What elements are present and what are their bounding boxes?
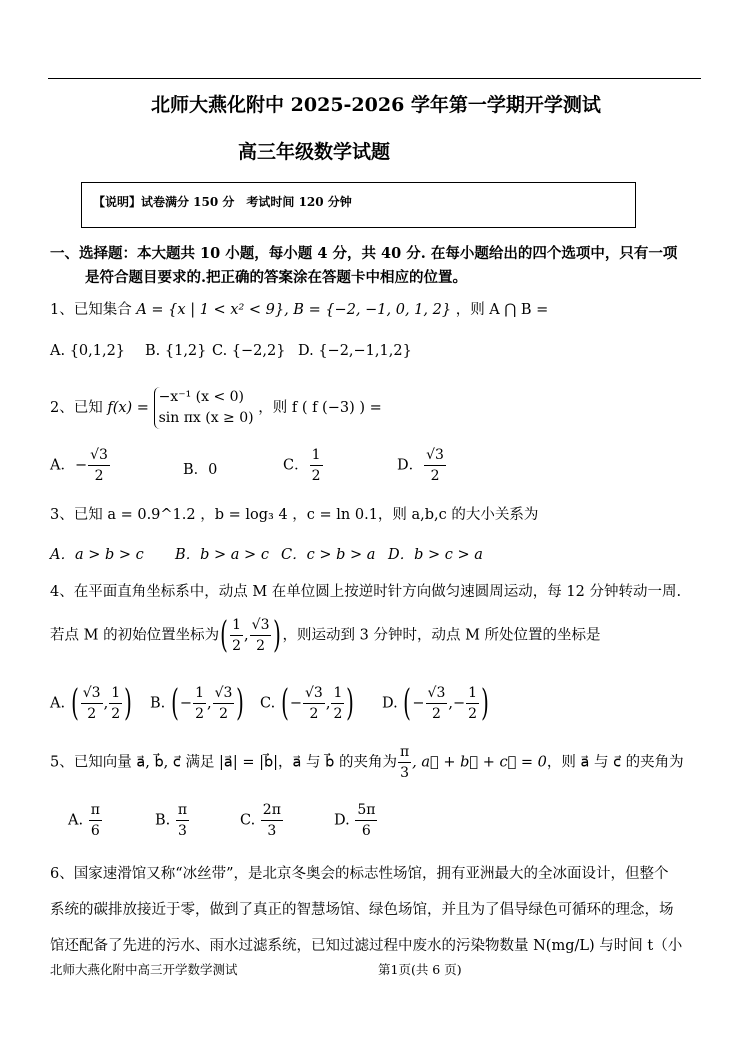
question-6-line2: 系统的碳排放接近于零，做到了真正的智慧场馆、绿色场馆，并且为了倡导绿色可循环的理念，场 [50,902,674,918]
q4-a-x-num: √3 [81,683,103,704]
q4-option-c-label: C. [260,695,276,712]
q2-suffix: ，则 f ( f (−3) ) = [258,400,382,416]
q4-d-y-num: 1 [466,683,479,704]
q4-b-close: ) [236,682,245,724]
q4-a-x [81,683,103,724]
q4-d-y-den: 2 [468,706,478,722]
q4-d-x-sign: − [412,695,425,712]
q4-option-b: B. (− $\frac{1}{2}$ , $\frac{√3}{2}$ ) [150,682,245,724]
q4-init-x-num: 1 [230,615,243,636]
q5-angle-num: π [398,742,411,763]
question-2-stem [50,387,382,429]
q5-option-c [240,800,284,841]
q1-option-d: D. {−2,−1,1,2} [298,343,412,359]
q2-option-a-fraction [88,445,110,486]
instruction-note: 【说明】试卷满分 150 分 考试时间 120 分钟 [93,195,352,209]
q5-option-d-label: D. [334,812,350,829]
q2-option-c-fraction [310,445,323,486]
q2-option-d-fraction [424,445,446,486]
q5-c-num: 2π [261,800,283,821]
q1-option-b: B. {1,2} [145,343,207,359]
q4-option-d: D. (− $\frac{√3}{2}$ ,− $\frac{1}{2}$ ) [382,682,489,724]
q5-mid: , a⃗ + b⃗ + c⃗ = 0 [412,754,547,771]
q5-prefix: 5、已知向量 a⃗, b⃗, c⃗ 满足 |a⃗| = |b⃗|，a⃗ 与 b⃗ 的夹角为 [50,754,397,771]
q2-option-a-numerator: √3 [88,445,110,466]
q5-a-den: 6 [90,823,100,839]
q4-init-x [230,615,243,656]
exam-subtitle: 高三年级数学试题 [238,141,391,163]
q4-b-open: ( [171,682,179,724]
q3-option-d: D．b > c > a [388,547,483,563]
q4-c-x-num: √3 [303,683,325,704]
q4-d-y-sign: − [452,695,466,712]
q4-c-y-den: 2 [333,706,343,722]
q4-c-x [303,683,325,724]
q1-suffix: ，则 A ⋂ B = [455,302,549,318]
q5-option-a-label: A. [68,812,84,829]
q2-option-a [50,445,111,486]
q4-a-open: ( [70,682,79,724]
q4-c-y-num: 1 [331,683,344,704]
q5-suffix: ，则 a⃗ 与 c⃗ 的夹角为 [546,754,684,771]
q4-open-paren: ( [220,614,228,656]
q4-a-y-den: 2 [111,706,121,722]
q4-c-y [331,683,344,724]
question-3-stem: 3、已知 a = 0.9^1.2 ，b = log₃ 4 ，c = ln 0.1，则 a,b,c 的大小关系为 [50,507,539,523]
q5-option-b-label: B. [155,812,171,829]
q3-option-a: A．a > b > c [50,547,144,563]
q2-option-c-numerator: 1 [310,445,323,466]
q1-option-c: C. {−2,2} [212,343,286,359]
q4-option-c: C. (− $\frac{√3}{2}$ , $\frac{1}{2}$ ) [260,682,355,724]
q2-option-a-label: A．− [50,457,88,474]
footer-school: 北师大燕化附中高三开学数学测试 [50,962,238,977]
q4-c-x-den: 2 [309,706,319,722]
q4-a-x-den: 2 [87,706,97,722]
q4-d-x-den: 2 [431,706,441,722]
q1-prefix: 1、已知集合 [50,302,132,318]
q4-c-open: ( [280,682,289,724]
header-rule [48,78,701,79]
q4-init-x-den: 2 [232,638,242,654]
q4-init-y [250,615,272,656]
q5-a-num: π [89,800,102,821]
q2-case-1: −x⁻¹ (x < 0) [158,389,245,405]
q4-close-paren: ) [273,614,282,656]
q4-a-y-num: 1 [109,683,122,704]
q5-option-b [155,800,190,841]
footer-page-number: 第1页(共 6 页) [378,962,462,977]
q5-d-den: 6 [361,823,371,839]
q2-case-2: sin πx (x ≥ 0) [158,410,254,426]
q4-b-y-num: √3 [213,683,235,704]
q4-init-y-num: √3 [250,615,272,636]
q5-angle-den: 3 [400,765,410,781]
q2-piecewise [154,387,254,429]
q4-b-x-sign: − [179,695,193,712]
q3-option-c: C．c > b > a [281,547,376,563]
q5-option-c-label: C. [240,812,256,829]
q5-b-fraction [176,800,189,841]
q4-d-x-num: √3 [426,683,448,704]
q4-option-b-label: B. [150,695,166,712]
q4-c-close: ) [346,682,355,724]
q1-option-a: A. {0,1,2} [50,343,126,359]
q2-fx: f(x) = [107,400,149,416]
q4-init-y-den: 2 [256,638,266,654]
q5-option-d [334,800,378,841]
q2-option-c-label: C． [283,457,309,474]
question-6-line3: 馆还配备了先进的污水、雨水过滤系统，已知过滤过程中废水的污染物数量 N(mg/L) 与时间 t（小 [50,938,683,954]
q5-c-fraction [261,800,283,841]
q2-option-b: B．0 [183,462,218,478]
q4-option-d-label: D. [382,695,398,712]
q4-b-y [213,683,235,724]
q5-option-a [68,800,103,841]
question-5-stem [50,742,684,783]
q4-option-a-label: A. [50,695,66,712]
q4-a-y [109,683,122,724]
q5-d-num: 5π [355,800,377,821]
section-heading-line1: 一、选择题：本大题共 10 小题，每小题 4 分，共 40 分. 在每小题给出的四个选项中，只有一项 [50,245,678,262]
question-4-line1: 4、在平面直角坐标系中，动点 M 在单位圆上按逆时针方向做匀速圆周运动，每 12 分钟转动一周. [50,584,682,600]
q5-a-fraction [89,800,102,841]
q4-b-x-den: 2 [195,706,204,722]
q4-option-a: A. ( $\frac{√3}{2}$ , $\frac{1}{2}$ ) [50,682,132,724]
q5-b-den: 3 [178,823,187,839]
q4-line2-prefix: 若点 M 的初始位置坐标为 [50,627,220,644]
q1-math: A = {x | 1 < x² < 9}, B = {−2, −1, 0, 1, 2} [136,302,452,318]
q2-option-c-denominator: 2 [311,468,321,484]
q4-a-close: ) [124,682,132,724]
q5-c-den: 3 [267,823,277,839]
section-heading-line2: 是符合题目要求的.把正确的答案涂在答题卡中相应的位置。 [85,269,468,286]
question-4-line2: 若点 M 的初始位置坐标为( $\frac{1}{2}$ , $\frac{√3}{2}$ )，则运动到 3 分钟时，动点 M 所处位置的坐标是 [50,614,601,656]
q5-b-num: π [176,800,189,821]
q2-option-a-denominator: 2 [94,468,104,484]
q5-d-fraction [355,800,377,841]
q4-d-close: ) [481,682,489,724]
exam-title: 北师大燕化附中 2025-2026 学年第一学期开学测试 [151,94,601,116]
q2-option-c [283,445,324,486]
q2-option-d-denominator: 2 [430,468,440,484]
q3-option-b: B．b > a > c [175,547,269,563]
q5-angle [398,742,411,783]
question-1-stem [50,298,548,319]
q4-b-x-num: 1 [193,683,206,704]
q4-d-x [426,683,448,724]
q2-option-d-label: D． [397,457,424,474]
q2-prefix: 2、已知 [50,400,103,416]
q4-d-y [466,683,479,724]
q2-option-d [397,445,447,486]
q4-b-x [193,683,206,724]
q2-option-d-numerator: √3 [424,445,446,466]
q4-line2-suffix: ，则运动到 3 分钟时，动点 M 所处位置的坐标是 [282,627,601,644]
question-6-line1: 6、国家速滑馆又称“冰丝带”，是北京冬奥会的标志性场馆，拥有亚洲最大的全冰面设计，但整个 [50,866,669,882]
q4-c-x-sign: − [289,695,302,712]
q4-b-y-den: 2 [219,706,228,722]
q4-d-open: ( [403,682,412,724]
